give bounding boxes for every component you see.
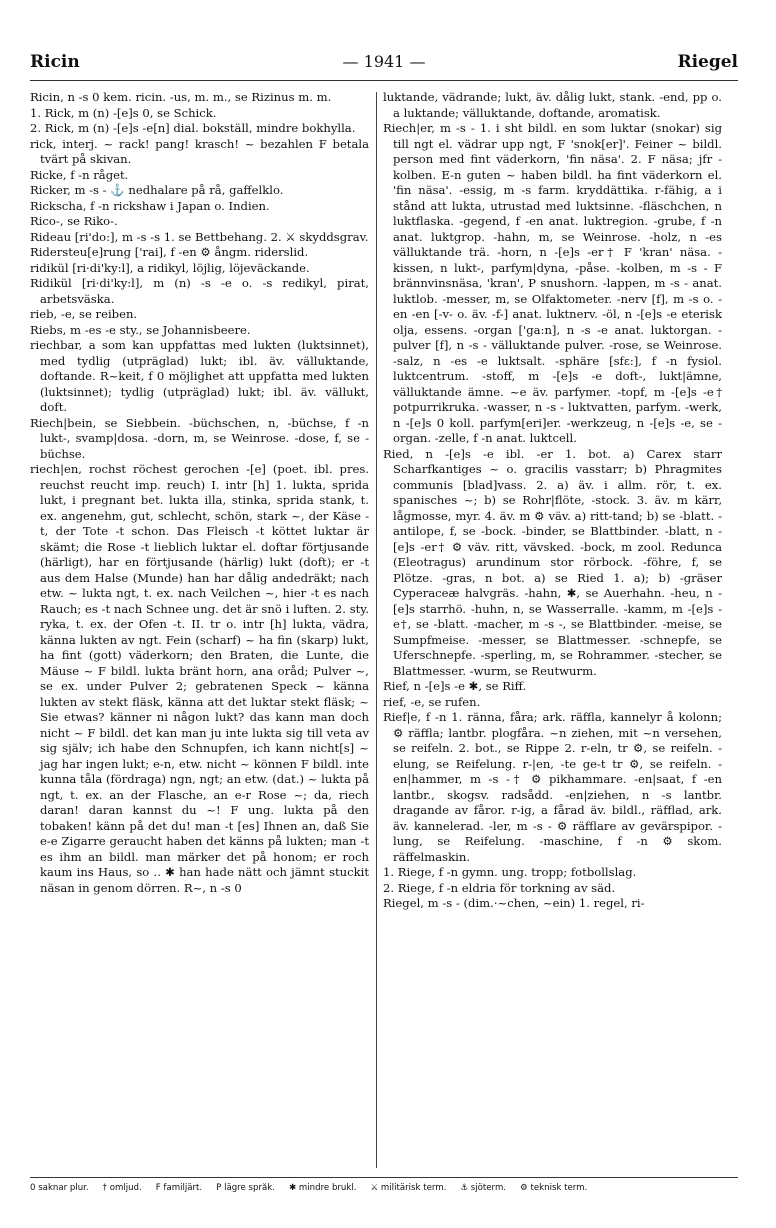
dictionary-entry: 1. Riege, f -n gymn. ung. tropp; fotbollslag. — [383, 865, 637, 879]
column-divider — [376, 92, 377, 1168]
header-first-word: Ricin — [30, 52, 80, 72]
dictionary-entry: Rideau [ri'do:], m -s -s 1. se Bettbehang. 2. ⚔ skyddsgrav. — [30, 229, 369, 244]
right-column — [383, 90, 722, 1170]
page-header — [30, 52, 738, 76]
dictionary-entry: Rickscha, f -n rickshaw i Japan o. Indien. — [30, 198, 270, 213]
dictionary-entry: Rief|e, f -n 1. ränna, fåra; ark. räffla, kannelyr å kolonn; ⚙ räffla; lantbr. plogfåra. ~n ziehen, mit ~n versehen, se reifeln. 2. bot., se Rippe 2. r-eln, tr ⚙, se reifeln. -elung, se Reifelung. r-|en, -te ge-t tr ⚙, se reifeln. -en|hammer, m -s -† ⚙ pikhammare. -en|saat, f -en lantbr., skogsv. radsådd. -en|ziehen, n -s lantbr. dragande av fåror. r-ig, a fårad äv. bildl., räfflad, ark. äv. kannelerad. -ler, m -s - ⚙ räfflare av gevärspipor. -lung, se Reifelung. -maschine, f -n ⚙ skom. räffelmaskin. — [383, 710, 722, 864]
dictionary-entry: Ricke, f -n råget. — [30, 167, 129, 182]
dictionary-entry: rick, interj. ~ rack! pang! krasch! ~ bezahlen F betala tvärt på skivan. — [30, 136, 369, 166]
dictionary-entry: Ricker, m -s - ⚓ nedhalare på rå, gaffelklo. — [30, 183, 284, 197]
dictionary-entry: luktande, vädrande; lukt, äv. dålig lukt, stank. -end, pp o. a luktande; välluktande, doftande, aromatisk. — [383, 90, 722, 120]
dictionary-entry: ridikül [ri·di'ky:l], a ridikyl, löjlig, löjeväckande. — [30, 260, 310, 275]
dictionary-entry: Riebs, m -es -e sty., se Johannisbeere. — [30, 322, 251, 337]
dictionary-entry: Rico-, se Riko-. — [30, 214, 118, 228]
dictionary-entry: Ricin, n -s 0 kem. ricin. -us, m. m., se Rizinus m. m. — [30, 90, 332, 104]
dictionary-entry: 2. Riege, f -n eldria för torkning av säd. — [383, 880, 616, 895]
dictionary-entry: Riech|er, m -s - 1. i sht bildl. en som luktar (snokar) sig till ngt el. vädrar upp ngt, F 'snok[er]'. Feiner ~ bildl. person med fint väderkorn, 'fin näsa'. 2. F näsa; jfr -kolben. E-n guten ~ haben bildl. ha fint väderkorn el. 'fin näsa'. -essig, m -s farm. kryddättika. r-fähig, a i stånd att lukta, utrustad med luktsinne. -fläschchen, n luktflaska. -gegend, f -en anat. luktregion. -grube, f -n anat. luktgrop. -hahn, m, se Weinrose. -holz, n -es välluktande trä. -horn, n -[e]s -er† F 'kran' näsa. -kissen, n lukt-, parfym|dyna, -påse. -kolben, m -s - F brännvinsnäsa, 'kran', P snushorn. -lappen, m -s - anat. luktlob. -messer, m, se Olfaktometer. -nerv [f], m -s o. -en -en [-v- o. äv. -f-] anat. luktnerv. -öl, n -[e]s -e eterisk olja, essens. -organ ['ga:n], n -s -e anat. luktorgan. -pulver [f], n -s - välluktande pulver. -rose, se Weinrose. -salz, n -es -e luktsalt. -sphäre [sfɛ:], f -n fysiol. luktcentrum. -stoff, m -[e]s -e doft-, lukt|ämne, välluktande ämne. ~e äv. parfymer. -topf, m -[e]s -e† potpurrikruka. -wasser, n -s - luktvatten, parfym. -werk, n -[e]s 0 koll. parfym[eri]er. -werkzeug, n -[e]s -e, se -organ. -zelle, f -n anat. luktcell. — [383, 121, 722, 445]
abbreviation-legend — [30, 1183, 746, 1201]
left-column — [30, 90, 369, 1170]
legend-item: 0 saknar plur. — [30, 1183, 89, 1193]
legend-item: ✱ mindre brukl. — [288, 1183, 357, 1193]
legend-item: ⚔ militärisk term. — [370, 1183, 447, 1193]
legend-item: P lägre språk. — [216, 1183, 275, 1193]
legend-item: † omljud. — [102, 1183, 142, 1193]
legend-item: ⚙ teknisk term. — [520, 1183, 588, 1193]
dictionary-entry: 2. Rick, m (n) -[e]s -e[n] dial. bokställ, mindre bokhylla. — [30, 121, 356, 135]
legend-item: ⚓ sjöterm. — [460, 1183, 507, 1193]
dictionary-entry: Rief, n -[e]s -e ✱, se Riff. — [383, 679, 527, 693]
dictionary-entry: Riegel, m -s - (dim.·~chen, ~ein) 1. regel, ri- — [383, 896, 645, 910]
footer-rule — [30, 1177, 738, 1178]
header-rule — [30, 80, 738, 81]
dictionary-entry: riech|en, rochst röchest gerochen -[e] (poet. ibl. pres. reuchst reucht imp. reuch) I. intr [h] 1. lukta, sprida lukt, i pregnant bet. lukta illa, stinka, sprida stank, t. ex. angenehm, gut, schlecht, schön, stark ~, der Käse -t, der Tote -t schon. Das Fleisch -t köttet luktar är skämt; die Rose -t lieblich luktar el. doftar förtjusande (härligt), har en förtjusande (härlig) lukt (doft); er -t aus dem Halse (Munde) han har dålig andedräkt; nach etw. ~ lukta ngt, t. ex. nach Veilchen ~, hier -t es nach Rauch; es -t nach Schnee ung. det är snö i luften. 2. sty. ryka, t. ex. der Ofen -t. II. tr o. intr [h] lukta, vädra, känna lukten av ngt. Fein (scharf) ~ ha fin (skarp) lukt, ha fint (gott) väderkorn; den Braten, die Lunte, die Mäuse ~ F bildl. lukta bränt horn, ana oråd; Pulver ~, se ex. under Pulver 2; gebratenen Speck ~ känna lukten av stekt fläsk, känna att det luktar stekt fläsk; ~ Sie etwas? känner ni någon lukt? das kann man doch nicht ~ F bildl. det kan man ju inte lukta sig till veta av sig själv; ich habe den Schnupfen, ich kann nicht[s] ~ jag har ingen lukt; e-n, etw. nicht ~ können F bildl. inte kunna tåla (fördraga) ngn, ngt; an etw. (dat.) ~ lukta på ngt, t. ex. an der Flasche, an e-r Rose ~; da, riech daran! daran kannst du ~! F ung. lukta på den tobaken! känn på det du! man -t [es] Ihnen an, daß Sie e-e Zigarre geraucht haben det känns på lukten; man -t es ihm an bildl. man märker det på honom; er roch kaum ins Haus, so .. ✱ han hade nätt och jämnt stuckit näsan in genom dörren. R~, n -s 0 — [30, 462, 369, 895]
legend-item: F familjärt. — [155, 1183, 203, 1193]
page-number: — 1941 — — [342, 52, 426, 71]
dictionary-entry: Riech|bein, se Siebbein. -büchschen, n, -büchse, f -n lukt-, svamp|dosa. -dorn, m, se Weinrose. -dose, f, se -büchse. — [30, 415, 369, 461]
dictionary-entry: Ridersteu[e]rung ['rai], f -en ⚙ ångm. riderslid. — [30, 245, 309, 259]
header-last-word: Riegel — [677, 52, 738, 72]
dictionary-entry: Ried, n -[e]s -e ibl. -er 1. bot. a) Carex starr Scharfkantiges ~ o. gracilis vasstarr; b) Phragmites communis [blad]vass. 2. a) äv. i allm. rör, t. ex. spanisches ~; b) se Rohr|flöte, -stock. 3. äv. m kärr, lågmosse, myr. 4. äv. m ⚙ väv. a) ritt-tand; b) se -blatt. -antilope, f, se -bock. -binder, se Blattbinder. -blatt, n -[e]s -er† ⚙ väv. ritt, vävsked. -bock, m zool. Redunca (Eleotragus) arundinum stor rörbock. -föhre, f, se Plötze. -gras, n bot. a) se Ried 1. a); b) -gräser Cyperaceæ halvgräs. -hahn, ✱, se Auerhahn. -heu, n -[e]s starrhö. -huhn, n, se Wasserralle. -kamm, m -[e]s -e†, se -blatt. -macher, m -s -, se Blattbinder. -meise, se Sumpfmeise. -messer, se Blattmesser. -schnepfe, se Uferschnepfe. -sperling, m, se Rohrammer. -stecher, se Blattmesser. -wurm, se Reutwurm. — [383, 446, 722, 678]
dictionary-entry: Ridikül [ri·di'ky:l], m (n) -s -e o. -s redikyl, pirat, arbetsväska. — [30, 276, 369, 306]
dictionary-entry: rief, -e, se rufen. — [383, 694, 481, 709]
dictionary-entry: rieb, -e, se reiben. — [30, 307, 138, 321]
dictionary-entry: riechbar, a som kan uppfattas med lukten (luktsinnet), med tydlig (utpräglad) lukt; ibl. äv. välluktande, doftande. R~keit, f 0 möjlighet att uppfatta med lukten (luktsinnet); tydlig (utpräglad) lukt; ibl. äv. vällukt, doft. — [30, 338, 369, 414]
dictionary-entry: 1. Rick, m (n) -[e]s 0, se Schick. — [30, 105, 217, 120]
